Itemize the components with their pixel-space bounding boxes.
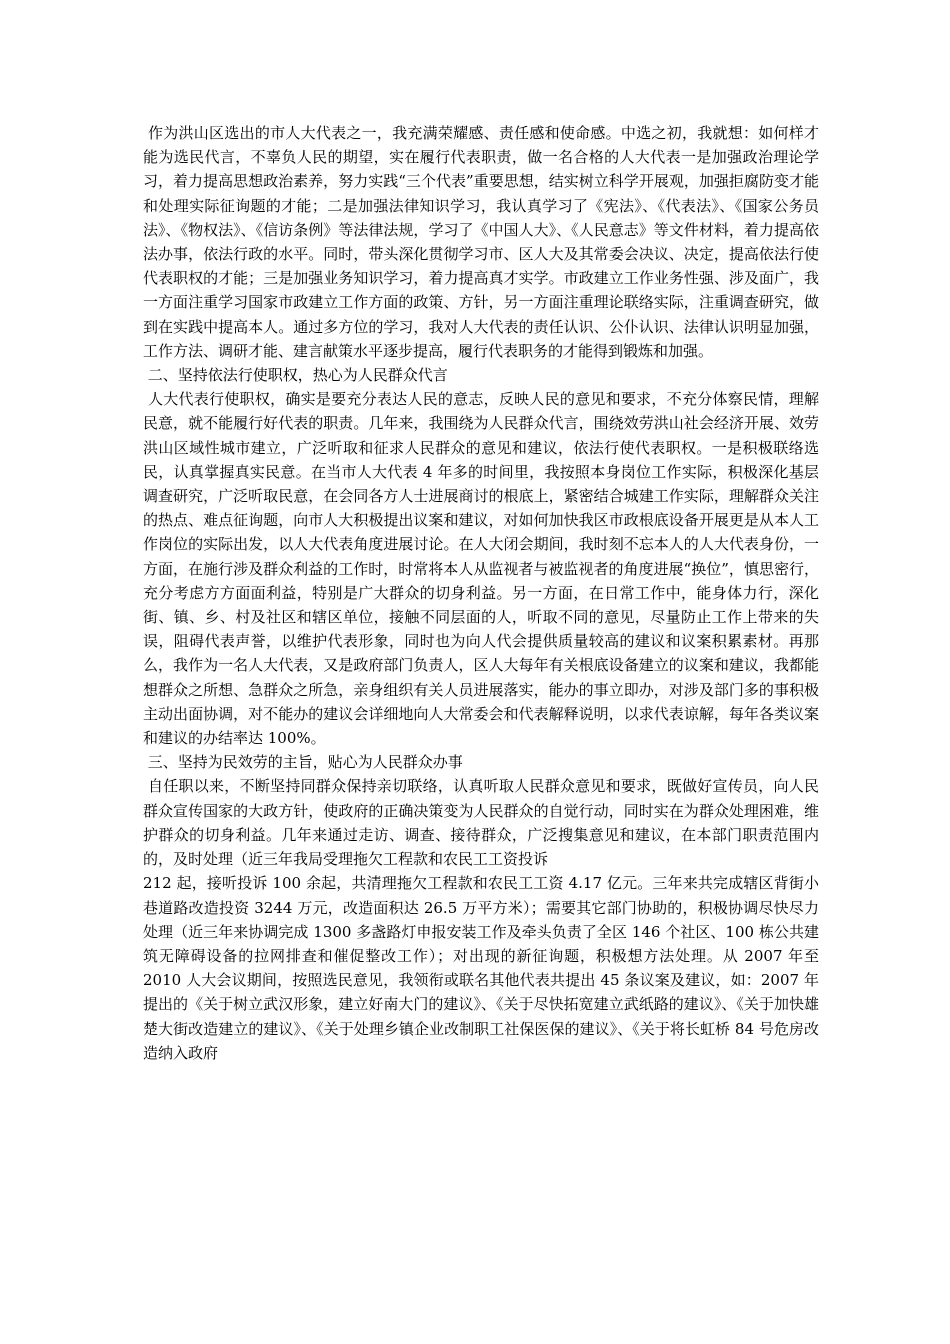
section-heading-2: 二、坚持依法行使职权，热心为人民群众代言 — [143, 366, 448, 385]
paragraph-4: 212 起，接听投诉 100 余起，共清理拖欠工程款和农民工工资 4.17 亿元。三年来共完成辖区背街小巷道路改造投资 3244 万元，改造面积达 26.5 万平方米）；需要其它部门协助的，积极协调尽快尽力处理（近三年来协调完成 1300 多盏路灯申报安装工作及牵头负责了全区 146 个社区、100 栋公共建筑无障碍设备的拉网排查和催促整改工作）；对出现的新征询题，积极想方法处理。从 2007 年至 2010 人大会议期间，按照选民意见，我领衔或联名其他代表共提出 45 条议案及建议，如：2007 年提出的《关于树立武汉形象，建立好南大门的建议》、《关于尽快拓宽建立武纸路的建议》、《关于加快雄楚大街改造建立的建议》、《关于处理乡镇企业改制职工社保医保的建议》、《关于将长虹桥 84 号危房改造纳入政府 — [143, 874, 824, 1062]
section-heading-3: 三、坚持为民效劳的主旨，贴心为人民群众办事 — [143, 753, 463, 772]
paragraph-2: 人大代表行使职权，确实是要充分表达人民的意志，反映人民的意见和要求，不充分体察民情，理解民意，就不能履行好代表的职责。几年来，我围绕为人民群众代言，围绕效劳洪山社会经济开展、效劳洪山区域性城市建立，广泛听取和征求人民群众的意见和建议，依法行使代表职权。一是积极联络选民，认真掌握真实民意。在当市人大代表 4 年多的时间里，我按照本身岗位工作实际，积极深化基层调查研究，广泛听取民意，在会同各方人士进展商讨的根底上，紧密结合城建工作实际，理解群众关注的热点、难点征询题，向市人大积极提出议案和建议，对如何加快我区市政根底设备开展更是从本人工作岗位的实际出发，以人大代表角度进展讨论。在人大闭会期间，我时刻不忘本人的人大代表身份，一方面，在施行涉及群众利益的工作时，时常将本人从监视者与被监视者的角度进展“换位”，慎思密行，充分考虑方方面面利益，特别是广大群众的切身利益。另一方面，在日常工作中，能身体力行，深化街、镇、乡、村及社区和辖区单位，接触不同层面的人，听取不同的意见，尽量防止工作上带来的失误，阻碍代表声誉，以维护代表形象，同时也为向人代会提供质量较高的建议和议案积累素材。再那么，我作为一名人大代表，又是政府部门负责人，区人大每年有关根底设备建立的议案和建议，我都能想群众之所想、急群众之所急，亲身组织有关人员进展落实，能办的事立即办，对涉及部门多的事积极主动出面协调，对不能办的建议会详细地向人大常委会和代表解释说明，以求代表谅解，每年各类议案和建议的办结率达 100%。 — [143, 390, 819, 748]
paragraph-3: 自任职以来，不断坚持同群众保持亲切联络，认真听取人民群众意见和要求，既做好宣传员，向人民群众宣传国家的大政方针，使政府的正确决策变为人民群众的自觉行动，同时实在为群众处理困难，维护群众的切身利益。几年来通过走访、调查、接待群众，广泛搜集意见和建议，在本部门职责范围内的，及时处理（近三年我局受理拖欠工程款和农民工工资投诉 — [143, 777, 819, 869]
document-body — [143, 121, 824, 1065]
paragraph-1: 作为洪山区选出的市人大代表之一，我充满荣耀感、责任感和使命感。中选之初，我就想：如何样才能为选民代言，不辜负人民的期望，实在履行代表职责，做一名合格的人大代表一是加强政治理论学习，着力提高思想政治素养，努力实践“三个代表”重要思想，结实树立科学开展观，加强拒腐防变才能和处理实际征询题的才能；二是加强法律知识学习，我认真学习了《宪法》、《代表法》、《国家公务员法》、《物权法》、《信访条例》等法律法规，学习了《中国人大》、《人民意志》等文件材料，着力提高依法办事，依法行政的水平。同时，带头深化贯彻学习市、区人大及其常委会决议、决定，提高依法行使代表职权的才能；三是加强业务知识学习，着力提高真才实学。市政建立工作业务性强、涉及面广，我一方面注重学习国家市政建立工作方面的政策、方针，另一方面注重理论联络实际，注重调查研究，做到在实践中提高本人。通过多方位的学习，我对人大代表的责任认识、公仆认识、法律认识明显加强，工作方法、调研才能、建言献策水平逐步提高，履行代表职务的才能得到锻炼和加强。 — [143, 124, 819, 360]
